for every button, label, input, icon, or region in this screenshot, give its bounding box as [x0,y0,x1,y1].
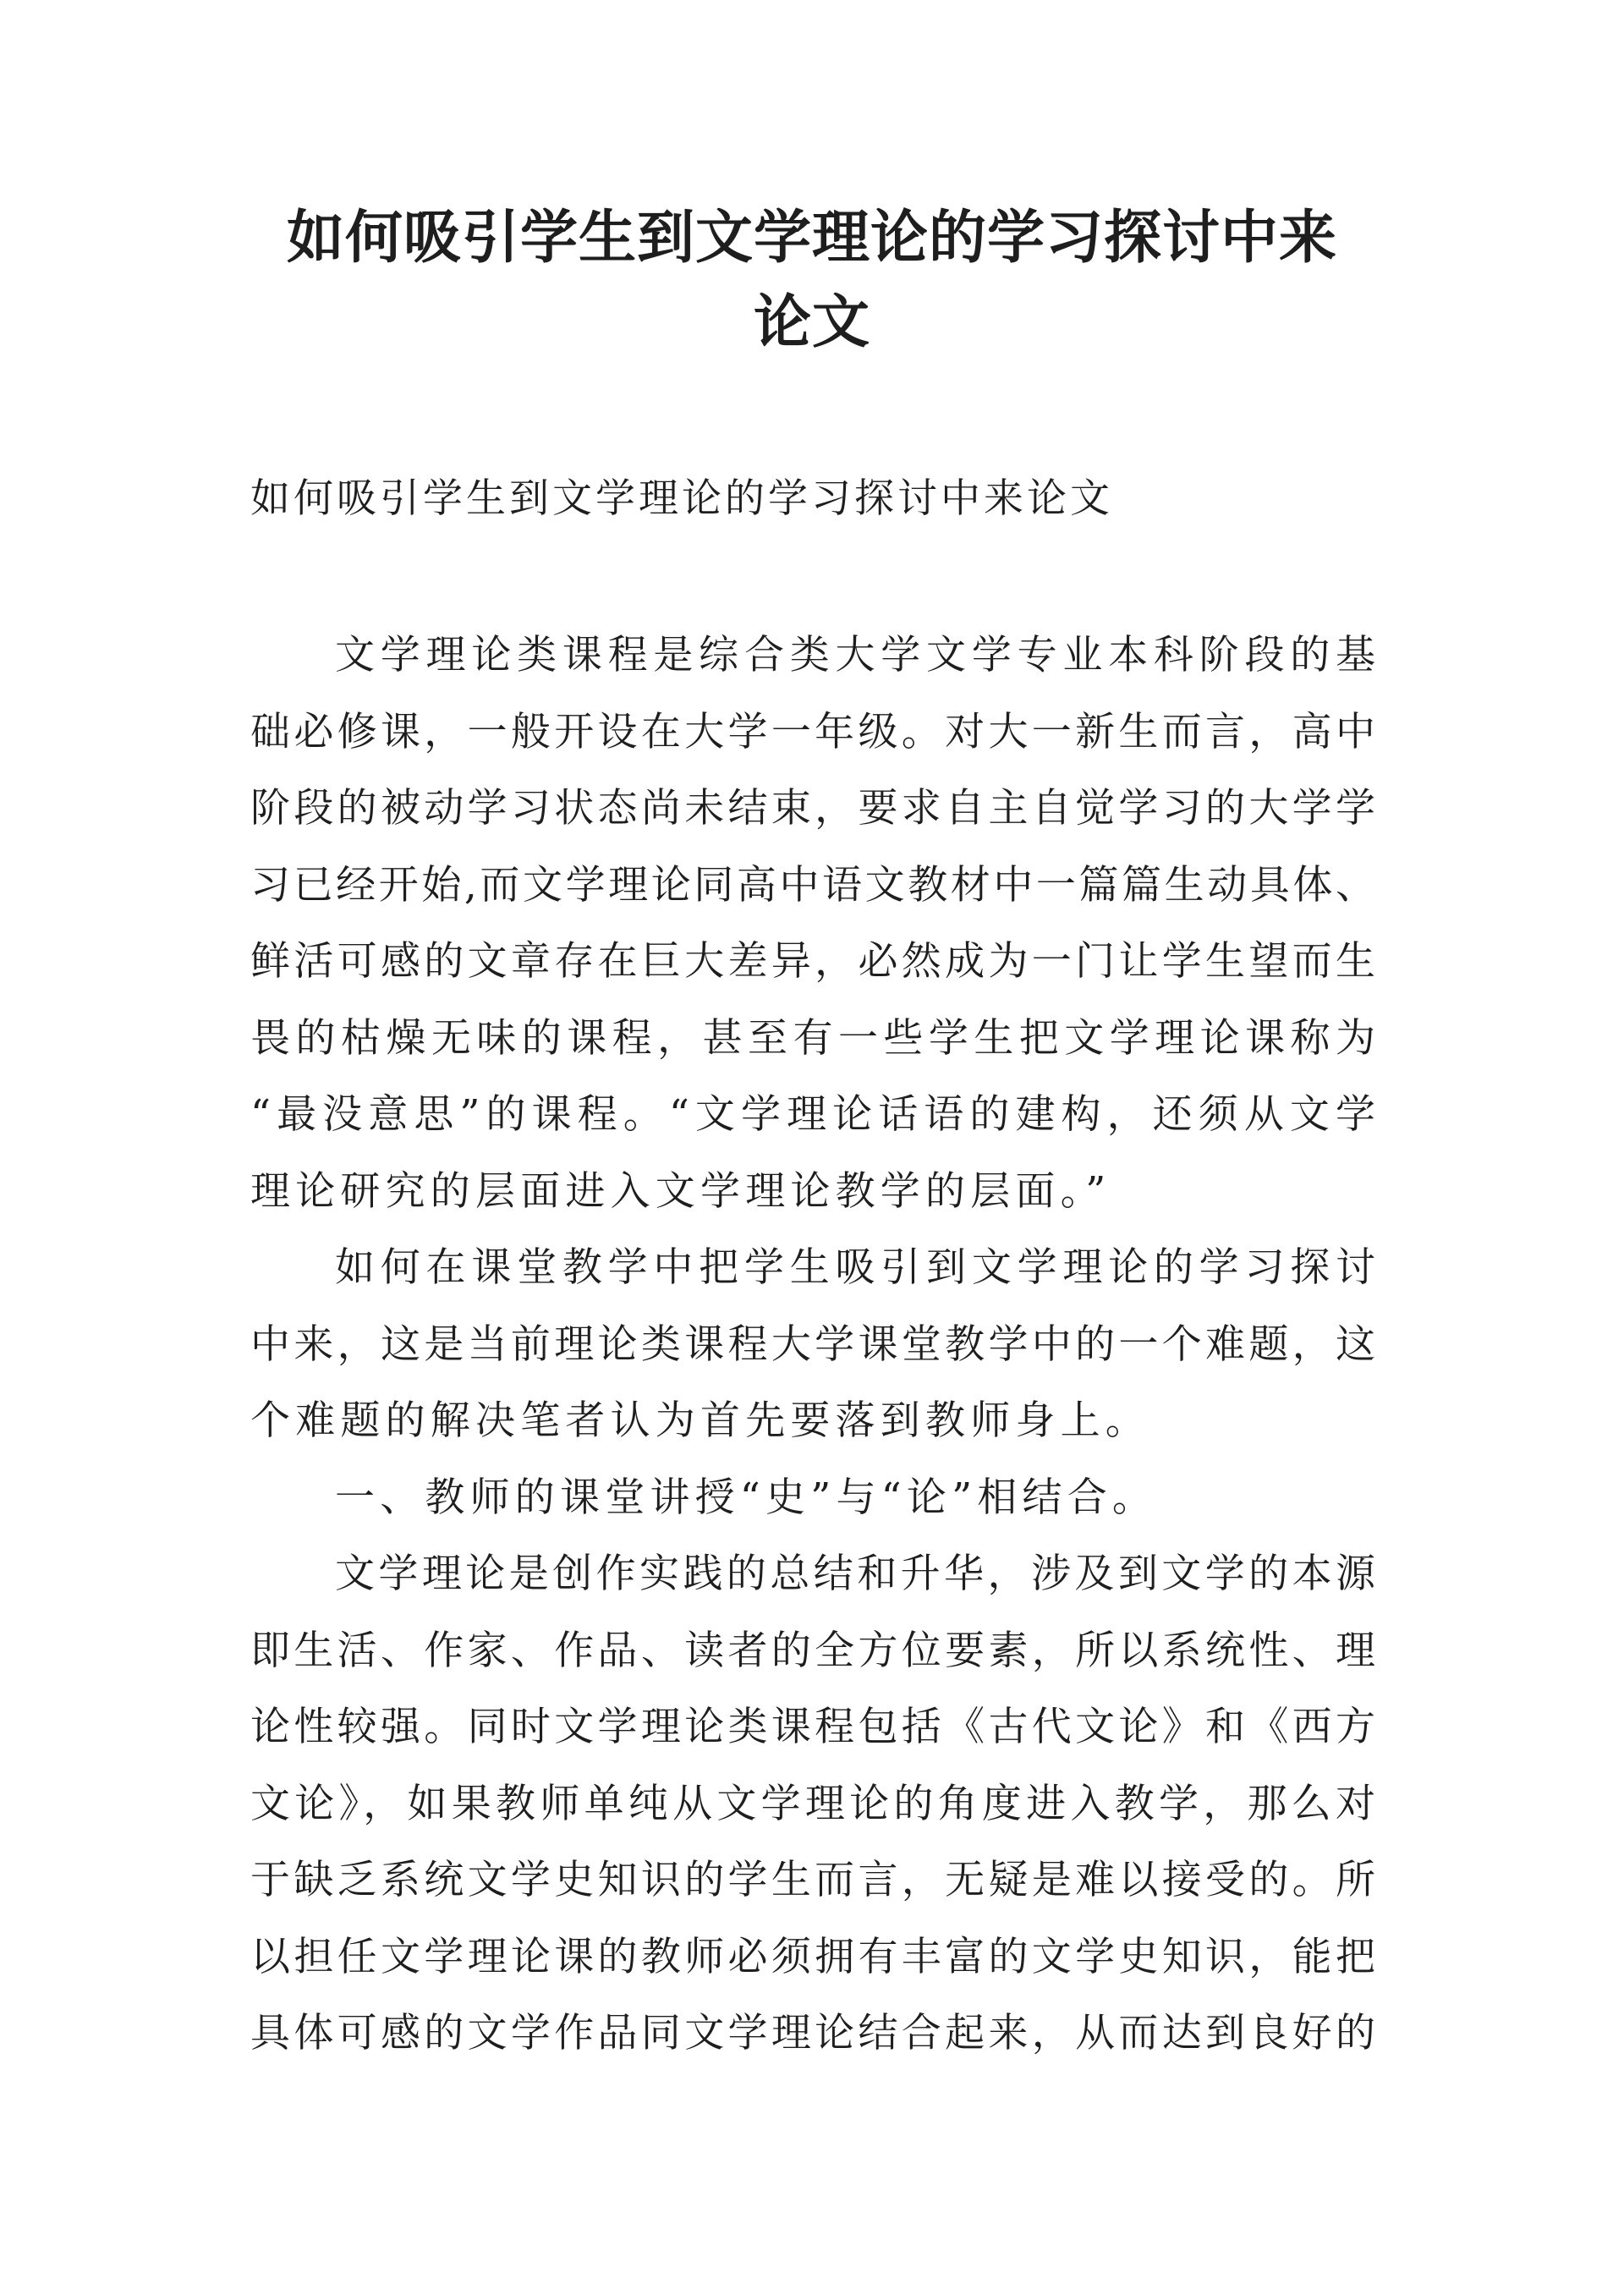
paragraph-line: 理论研究的层面进入文学理论教学的层面。” [250,1167,1111,1215]
paragraph-2 [250,1230,1375,1460]
paragraph-line: 文学理论是创作实践的总结和升华，涉及到文学的本源 [335,1551,1375,1597]
paragraph-line: 中来，这是当前理论类课程大学课堂教学中的一个难题，这 [250,1320,1375,1368]
paragraph-line: 鲜活可感的文章存在巨大差异，必然成为一门让学生望而生 [250,938,1375,985]
paragraph-1 [250,618,1375,1230]
title-line-1: 如何吸引学生到文学理论的学习探讨中来 [286,205,1337,272]
document-body [250,618,1375,2073]
paragraph-line: 于缺乏系统文学史知识的学生而言，无疑是难以接受的。所 [250,1857,1375,1903]
paragraph-3 [250,1536,1375,2073]
paragraph-line: 如何在课堂教学中把学生吸引到文学理论的学习探讨 [335,1244,1375,1291]
paragraph-line: 阶段的被动学习状态尚未结束，要求自主自觉学习的大学学 [250,785,1375,832]
section-heading-line: 一、教师的课堂讲授“史”与“论”相结合。 [335,1474,1158,1521]
paragraph-line: 习已经开始,而文学理论同高中语文教材中一篇篇生动具体、 [250,861,1375,909]
document-subtitle: 如何吸引学生到文学理论的学习探讨中来论文 [250,475,1113,522]
paragraph-line: 论性较强。同时文学理论类课程包括《古代文论》和《西方 [250,1704,1375,1750]
paragraph-line: 个难题的解决笔者认为首先要落到教师身上。 [250,1397,1150,1444]
title-line-2: 论文 [753,289,870,356]
paragraph-line: 畏的枯燥无味的课程，甚至有一些学生把文学理论课称为 [250,1014,1375,1062]
document-title [250,196,1374,365]
paragraph-line: 以担任文学理论课的教师必须拥有丰富的文学史知识，能把 [250,1933,1375,1980]
paragraph-line: 文学理论类课程是综合类大学文学专业本科阶段的基 [335,632,1375,678]
paragraph-line: 即生活、作家、作品、读者的全方位要素，所以系统性、理 [250,1627,1375,1674]
paragraph-line: 文论》，如果教师单纯从文学理论的角度进入教学，那么对 [250,1780,1375,1827]
paragraph-line: “最没意思”的课程。“文学理论话语的建构，还须从文学 [250,1091,1375,1138]
paragraph-line: 础必修课，一般开设在大学一年级。对大一新生而言，高中 [250,708,1375,755]
paragraph-line: 具体可感的文学作品同文学理论结合起来，从而达到良好的 [250,2010,1375,2056]
section-heading-1 [250,1460,1375,1537]
